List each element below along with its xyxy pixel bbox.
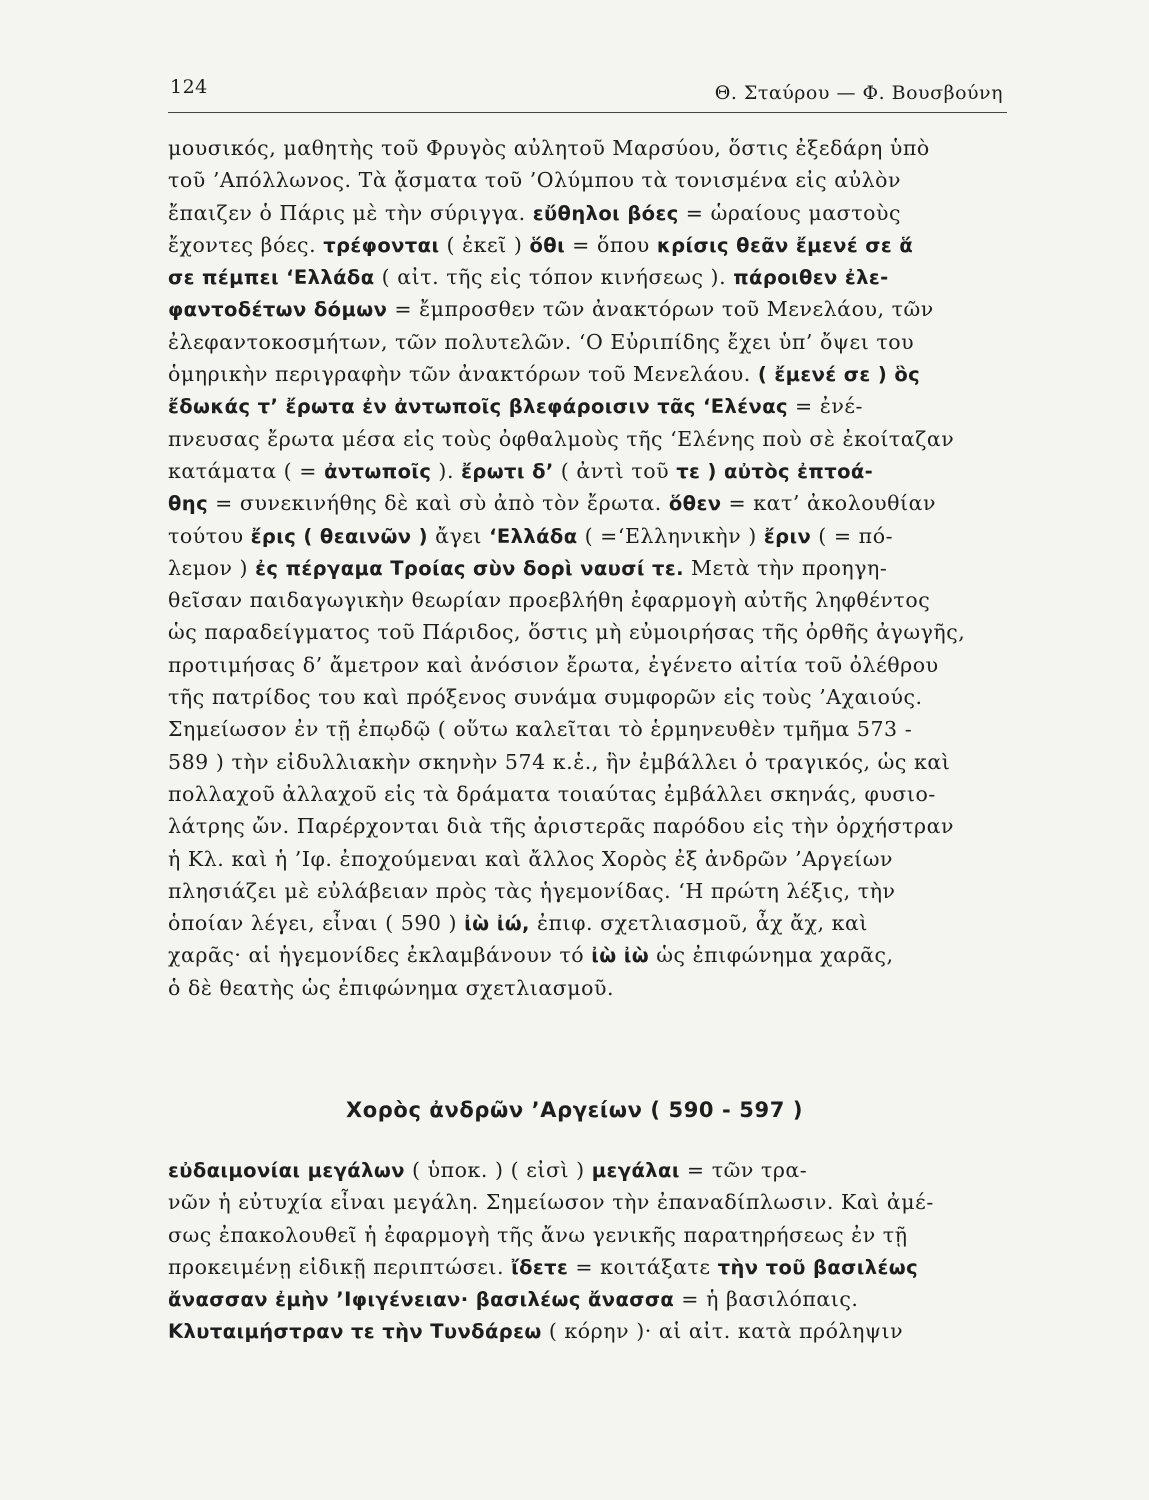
text-run: προκειμένῃ εἰδικῇ περιπτώσει.	[168, 1254, 512, 1279]
text-run: = ἐνέ-	[787, 394, 864, 419]
text-line	[168, 746, 1008, 778]
text-run: ἔχοντες βόες.	[168, 232, 324, 257]
text-line	[168, 649, 1008, 681]
text-line	[168, 229, 1008, 261]
bold-term: ἔρις ( θεαινῶν )	[250, 524, 428, 548]
bold-term: ἰὼ ἰώ,	[464, 912, 530, 936]
text-line	[168, 1154, 1008, 1186]
text-run: = ὡραίους μαστοὺς	[678, 200, 902, 225]
bold-term: ἄνασσαν ἐμὴν ’Ιφιγένειαν· βασιλέως ἄνασσα	[168, 1288, 675, 1312]
text-run: ( ὑποκ. ) ( εἰσὶ )	[404, 1158, 592, 1182]
text-run: = τῶν τρα-	[679, 1158, 808, 1182]
bold-term: σε πέμπει ‘Ελλάδα	[168, 266, 375, 290]
text-run: Μετὰ τὴν προηγη-	[683, 555, 888, 580]
text-line	[168, 455, 1008, 487]
text-line	[168, 972, 1008, 1004]
running-head: Θ. Σταύρου — Φ. Βουσβούνη	[714, 82, 1003, 104]
bold-term: ἰὼ ἰὼ	[591, 944, 650, 968]
bold-term: ( ἔμενέ σε ) ὃς	[757, 363, 921, 387]
text-line	[168, 810, 1008, 842]
text-line	[168, 1315, 1008, 1347]
bold-term: Κλυταιμήστραν τε τὴν Τυνδάρεω	[168, 1320, 542, 1344]
text-run: μουσικός, μαθητὴς τοῦ Φρυγὸς αὐλητοῦ Μαρσύου, ὅστις ἐξεδάρη ὑπὸ	[168, 136, 930, 160]
text-line	[168, 293, 1008, 325]
text-line	[168, 584, 1008, 616]
text-run: = ἡ βασιλόπαις.	[674, 1287, 859, 1312]
text-run: ( =‘Ελληνικὴν )	[577, 523, 764, 548]
text-run: ( = πό-	[811, 523, 894, 548]
bold-term: ὅθεν	[668, 492, 722, 516]
text-line	[168, 197, 1008, 229]
text-run: προτιμήσας δ’ ἄμετρον καὶ ἀνόσιον ἔρωτα, ἐγένετο αἰτία τοῦ ὀλέθρου	[168, 652, 939, 677]
text-line	[168, 423, 1008, 455]
text-run: χαρᾶς· αἱ ἡγεμονίδες ἐκλαμβάνουν τό	[168, 943, 592, 968]
bold-term: ἔρωτι δ’	[461, 459, 554, 483]
bold-term: ἐς πέργαμα Τροίας σὺν δορὶ ναυσί τε.	[255, 556, 684, 580]
bold-term: θης	[168, 492, 209, 516]
section-heading: Χορὸς ἀνδρῶν ’Αργείων ( 590 - 597 )	[345, 1098, 804, 1122]
text-run: τῆς πατρίδος του καὶ πρόξενος συνάμα συμφορῶν εἰς τοὺς ’Αχαιούς.	[168, 685, 923, 710]
bold-term: κρίσις θεᾶν ἔμενέ σε ἅ	[656, 233, 914, 257]
text-run: ἡ Κλ. καὶ ἡ ’Ιφ. ἐποχούμεναι καὶ ἄλλος Χορὸς ἐξ ἀνδρῶν ’Αργείων	[168, 846, 894, 871]
text-run: = ὅπου	[565, 232, 657, 257]
text-run: λάτρης ὤν. Παρέρχονται διὰ τῆς ἀριστερᾶς παρόδου εἰς τὴν ὀρχήστραν	[168, 814, 954, 839]
text-line	[168, 1186, 1008, 1218]
text-run: ( ἀντὶ τοῦ	[553, 458, 677, 483]
text-line	[168, 713, 1008, 745]
text-line	[168, 681, 1008, 713]
bold-term: πάροιθεν ἐλε-	[733, 266, 889, 290]
page-header	[168, 76, 1007, 113]
text-line	[168, 552, 1008, 584]
text-line	[168, 390, 1008, 422]
text-run: ὁποίαν λέγει, εἶναι ( 590 )	[168, 911, 465, 936]
text-run: ὁμηρικὴν περιγραφὴν τῶν ἀνακτόρων τοῦ Μενελάου.	[168, 362, 758, 387]
text-run: ὡς ἐπιφώνημα χαρᾶς,	[649, 943, 894, 968]
text-line	[168, 1251, 1008, 1283]
text-run: ( αἰτ. τῆς εἰς τόπον κινήσεως ).	[374, 265, 734, 290]
text-run: = ἔμπροσθεν τῶν ἀνακτόρων τοῦ Μενελάου, τῶν	[387, 297, 934, 322]
text-run: Σημείωσον ἐν τῇ ἐπῳδῷ ( οὕτω καλεῖται τὸ ἑρμηνευθὲν τμῆμα 573 -	[168, 717, 913, 742]
text-line	[168, 778, 1008, 810]
text-run: τούτου	[168, 523, 251, 548]
text-run: = κοιτάξατε	[568, 1254, 718, 1279]
text-line	[168, 358, 1008, 390]
text-line	[168, 487, 1008, 519]
text-line	[168, 616, 1008, 648]
bold-term: τε ) αὐτὸς ἐπτοά-	[676, 459, 874, 483]
text-run: κατάματα ( =	[168, 458, 325, 483]
bold-term: τὴν τοῦ βασιλέως	[717, 1255, 919, 1279]
text-line	[168, 843, 1008, 875]
bold-term: μεγάλαι	[591, 1159, 680, 1182]
text-line	[168, 1219, 1008, 1251]
text-run: ( ἐκεῖ )	[439, 232, 530, 257]
bold-term: ἔριν	[763, 524, 812, 548]
text-run: ἐλεφαντοκοσμήτων, τῶν πολυτελῶν. ‘Ο Εὐριπίδης ἔχει ὑπ’ ὄψει του	[168, 329, 915, 354]
text-line	[168, 520, 1008, 552]
text-line	[168, 939, 1008, 971]
text-run: = κατ’ ἀκολουθίαν	[721, 491, 937, 516]
text-run: σως ἐπακολουθεῖ ἡ ἐφαρμογὴ τῆς ἄνω γενικῆς παρατηρήσεως ἐν τῇ	[168, 1222, 908, 1247]
bold-term: ὅθι	[529, 233, 566, 257]
text-run: πλησιάζει μὲ εὐλάβειαν πρὸς τὰς ἡγεμονίδας. ‘Η πρώτη λέξις, τὴν	[168, 878, 896, 903]
text-line	[168, 261, 1008, 293]
text-line	[168, 875, 1008, 907]
text-line	[168, 326, 1008, 358]
text-run: ).	[431, 458, 462, 483]
bold-term: φαντοδέτων δόμων	[168, 298, 388, 322]
bold-term: ἀντωποῖς	[324, 459, 432, 483]
text-run: ( κόρην )· αἱ αἰτ. κατὰ πρόληψιν	[541, 1319, 904, 1344]
commentary-text-block-2	[168, 1154, 1008, 1348]
text-run: πνευσας ἔρωτα μέσα εἰς τοὺς ὀφθαλμοὺς τῆς ‘Ελένης ποὺ σὲ ἐκοίταζαν	[168, 426, 955, 451]
text-run: ἔπαιζεν ὁ Πάρις μὲ τὴν σύριγγα.	[168, 200, 533, 225]
commentary-text-block-1	[168, 132, 1008, 1004]
text-run: 589 ) τὴν εἰδυλλιακὴν σκηνὴν 574 κ.ἑ., ἣν ἐμβάλλει ὁ τραγικός, ὡς καὶ	[168, 749, 951, 774]
bold-term: ‘Ελλάδα	[489, 524, 578, 548]
text-run: λεμον )	[168, 555, 256, 580]
text-run: θεῖσαν παιδαγωγικὴν θεωρίαν προεβλήθη ἐφαρμογὴ αὐτῆς ληφθέντος	[168, 588, 931, 613]
text-run: τοῦ ’Απόλλωνος. Τὰ ᾄσματα τοῦ ’Ολύμπου τὰ τονισμένα εἰς αὐλὸν	[168, 168, 902, 193]
bold-term: εὐδαιμονίαι μεγάλων	[168, 1159, 405, 1182]
bold-term: ἔδωκάς τ’ ἔρωτα ἐν ἀντωποῖς βλεφάροισιν τᾶς ‘Ελένας	[168, 395, 788, 419]
text-run: ἐπιφ. σχετλιασμοῦ, ἆχ ἄχ, καὶ	[529, 911, 868, 936]
bold-term: ἴδετε	[511, 1255, 569, 1279]
bold-term: εὔθηλοι βόες	[532, 201, 679, 225]
text-run: = συνεκινήθης δὲ καὶ σὺ ἀπὸ τὸν ἔρωτα.	[208, 491, 669, 516]
text-run: πολλαχοῦ ἀλλαχοῦ εἰς τὰ δράματα τοιαύτας ἐμβάλλει σκηνάς, φυσιο-	[168, 781, 936, 806]
text-line	[168, 1283, 1008, 1315]
text-run: ὡς παραδείγματος τοῦ Πάριδος, ὅστις μὴ εὐμοιρήσας τῆς ὀρθῆς ἀγωγῆς,	[168, 620, 966, 645]
page-number: 124	[170, 76, 208, 98]
text-line	[168, 132, 1008, 164]
text-line	[168, 164, 1008, 196]
bold-term: τρέφονται	[323, 233, 440, 257]
text-run: νῶν ἡ εὐτυχία εἶναι μεγάλη. Σημείωσον τὴν ἐπαναδίπλωσιν. Καὶ ἀμέ-	[168, 1190, 934, 1215]
text-run: ὁ δὲ θεατὴς ὡς ἐπιφώνημα σχετλιασμοῦ.	[168, 975, 615, 1000]
text-line	[168, 907, 1008, 939]
text-run: ἄγει	[428, 523, 490, 548]
